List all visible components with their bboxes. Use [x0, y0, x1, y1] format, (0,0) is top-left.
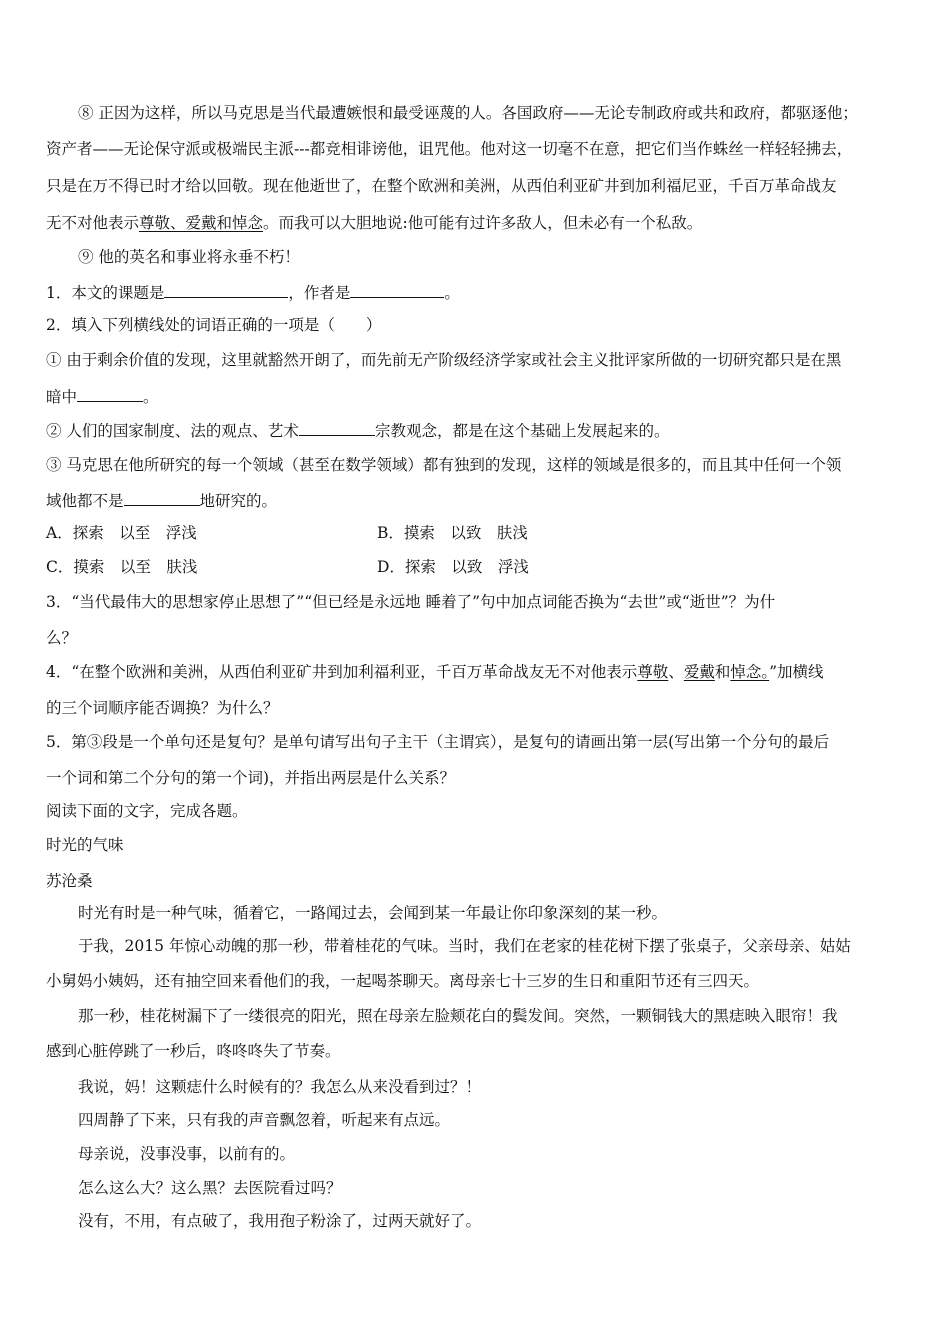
underlined-word-1: 尊敬 [637, 663, 669, 681]
question-2-sentence-3-line-1: ③ 马克思在他所研究的每一个领域（甚至在数学领域）都有独到的发现，这样的领域是很多的，而且其中任何一个领 [46, 456, 842, 474]
option-a[interactable]: A．探索 以至 浮浅 [46, 524, 197, 542]
option-d[interactable]: D．探索 以致 浮浅 [377, 558, 529, 576]
paragraph-9: ⑨ 他的英名和事业将永垂不朽！ [78, 248, 300, 266]
question-2-sentence-2: ② 人们的国家制度、法的观点、艺术 宗教观念，都是在这个基础上发展起来的。 [46, 419, 911, 442]
answer-blank-3[interactable] [124, 489, 200, 506]
options-row-1 [46, 522, 911, 544]
question-5-line-2: 一个词和第二个分句的第一个词)，并指出两层是什么关系？ [46, 769, 456, 787]
question-5-line-1: 5．第③段是一个单句还是复句？是单句请写出句子主干（主谓宾），是复句的请画出第一层(写出第一个分句的最后 [46, 733, 830, 751]
essay-paragraph-6: 母亲说，没事没事，以前有的。 [78, 1145, 296, 1163]
essay-paragraph-5: 四周静了下来，只有我的声音飘忽着，听起来有点远。 [78, 1111, 451, 1129]
answer-blank-title[interactable] [164, 281, 288, 298]
option-b[interactable]: B．摸索 以致 肤浅 [377, 524, 528, 542]
essay-paragraph-3-line-2: 感到心脏停跳了一秒后，咚咚咚失了节奏。 [46, 1042, 341, 1060]
answer-blank-1[interactable] [77, 385, 143, 402]
essay-paragraph-2-line-1: 于我，2015 年惊心动魄的那一秒，带着桂花的气味。当时，我们在老家的桂花树下摆了张桌子，父亲母亲、姑姑 [78, 937, 851, 955]
essay-title: 时光的气味 [46, 836, 124, 854]
question-3-line-2: 么？ [46, 629, 78, 647]
essay-author: 苏沧桑 [46, 872, 93, 890]
paragraph-8-line-2: 资产者——无论保守派或极端民主派---都竞相诽谤他，诅咒他。他对这一切毫不在意，把它们当作蛛丝一样轻轻拂去， [46, 140, 853, 158]
underlined-word-3: 悼念。 [730, 663, 770, 681]
question-1: 1．本文的课题是 ，作者是 。 [46, 281, 911, 304]
options-row-2 [46, 556, 911, 578]
essay-paragraph-8: 没有，不用，有点破了，我用孢子粉涂了，过两天就好了。 [78, 1212, 482, 1230]
essay-paragraph-3-line-1: 那一秒，桂花树漏下了一缕很亮的阳光，照在母亲左脸颊花白的鬓发间。突然，一颗铜钱大的黑痣映入眼帘！我 [78, 1007, 838, 1025]
paragraph-8-line-1: ⑧ 正因为这样，所以马克思是当代最遭嫉恨和最受诬蔑的人。各国政府——无论专制政府或共和政府，都驱逐他； [78, 104, 858, 122]
reading-intro: 阅读下面的文字，完成各题。 [46, 802, 248, 820]
essay-paragraph-2-line-2: 小舅妈小姨妈，还有抽空回来看他们的我，一起喝茶聊天。离母亲七十三岁的生日和重阳节还有三四天。 [46, 972, 760, 990]
essay-paragraph-1: 时光有时是一种气味，循着它，一路闻过去，会闻到某一年最让你印象深刻的某一秒。 [78, 904, 668, 922]
option-c[interactable]: C．摸索 以至 肤浅 [46, 558, 198, 576]
underlined-word-2: 爱戴 [683, 663, 715, 681]
essay-paragraph-4: 我说，妈！这颗痣什么时候有的？我怎么从来没看到过？！ [78, 1078, 482, 1096]
answer-blank-author[interactable] [350, 281, 444, 298]
essay-paragraph-7: 怎么这么大？这么黑？去医院看过吗？ [78, 1179, 342, 1197]
underlined-phrase: 尊敬、爱戴和悼念 [139, 214, 264, 232]
question-4-line-2: 的三个词顺序能否调换？为什么？ [46, 699, 279, 717]
paragraph-8-line-4: 无不对他表示尊敬、爱戴和悼念。而我可以大胆地说:他可能有过许多敌人，但未必有一个私敌。 [46, 214, 703, 232]
question-2: 2．填入下列横线处的词语正确的一项是（ ） [46, 316, 382, 334]
question-2-sentence-3-line-2: 域他都不是 地研究的。 [46, 489, 911, 512]
question-2-sentence-1-line-2: 暗中 。 [46, 385, 911, 408]
answer-blank-2[interactable] [299, 419, 375, 436]
question-2-sentence-1-line-1: ① 由于剩余价值的发现，这里就豁然开朗了，而先前无产阶级经济学家或社会主义批评家所做的一切研究都只是在黑 [46, 351, 842, 369]
paragraph-8-line-3: 只是在万不得已时才给以回敬。现在他逝世了，在整个欧洲和美洲，从西伯利亚矿井到加利福尼亚，千百万革命战友 [46, 177, 837, 195]
question-4-line-1: 4．“在整个欧洲和美洲，从西伯利亚矿井到加利福利亚，千百万革命战友无不对他表示尊敬、爱戴和悼念。”加横线 [46, 663, 824, 681]
question-3-line-1: 3．“当代最伟大的思想家停止思想了”“但已经是永远地 睡着了”句中加点词能否换为“去世”或“逝世”？为什 [46, 593, 776, 611]
